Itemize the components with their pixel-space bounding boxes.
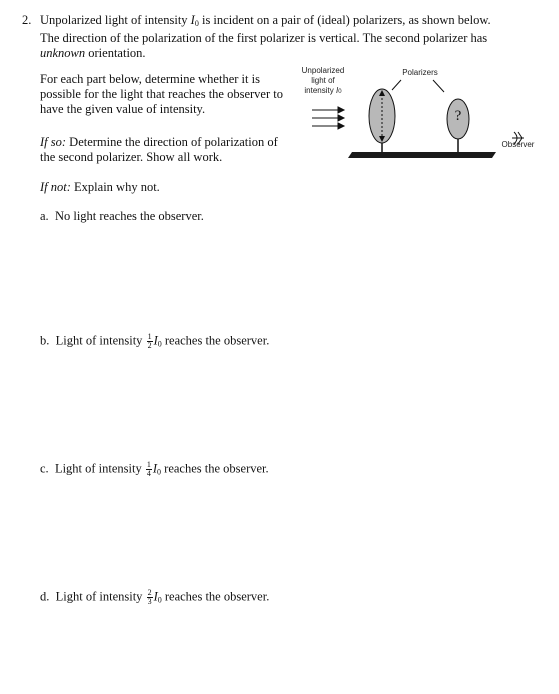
intensity-symbol: $I_0$ [190,13,199,28]
label-pointer-left [392,80,401,90]
fraction: $\frac{1}{4}$ [146,460,151,478]
part-c: c. Light of intensity $\frac{1}{4}$ $I_0$ reaches the observer. [40,460,269,478]
first-polarizer [369,89,395,152]
fraction: $\frac{1}{2}$ [147,332,152,350]
question-intro [40,13,540,61]
unpolarized-light-label: Unpolarized light of intensity I0 [301,66,345,95]
intro-unknown: unknown [40,46,86,60]
intro-line3-tail: orientation. [88,46,146,60]
second-polarizer [447,99,469,152]
observer-eye-icon [512,132,524,144]
label-pointer-right [433,80,444,92]
observer-label: Observer [501,140,535,149]
polarizer-diagram [296,74,546,166]
base-platform [348,152,496,158]
intro-line2: The direction of the polarization of the first polarizer is vertical. The second polarizer has [40,31,488,45]
intro-line1-tail: is incident on a pair of (ideal) polarizers, as shown below. [201,13,491,27]
polarizers-label: Polarizers [402,68,438,77]
if-not-text: Explain why not. [74,180,160,194]
if-so-text: Determine the direction of polarization of the second polarizer. Show all work. [40,135,278,164]
if-so-label: If so: [40,135,67,149]
part-a: a. No light reaches the observer. [40,209,204,223]
part-b: b. Light of intensity $\frac{1}{2}$ $I_0$ reaches the observer. [40,332,270,350]
if-so-block [40,135,292,165]
incoming-light-arrows [312,107,344,129]
intro-line1: Unpolarized light of intensity [40,13,188,27]
instructions: For each part below, determine whether it is possible for the light that reaches the observer to have the given value of intensity. [40,72,283,116]
part-d: d. Light of intensity $\frac{2}{3}$ $I_0$ reaches the observer. [40,588,270,606]
fraction: $\frac{2}{3}$ [147,588,152,606]
question-number: 2. [22,13,32,27]
if-not-label: If not: [40,180,71,194]
if-not-block [40,180,292,195]
unknown-orientation-mark: ? [454,108,462,124]
